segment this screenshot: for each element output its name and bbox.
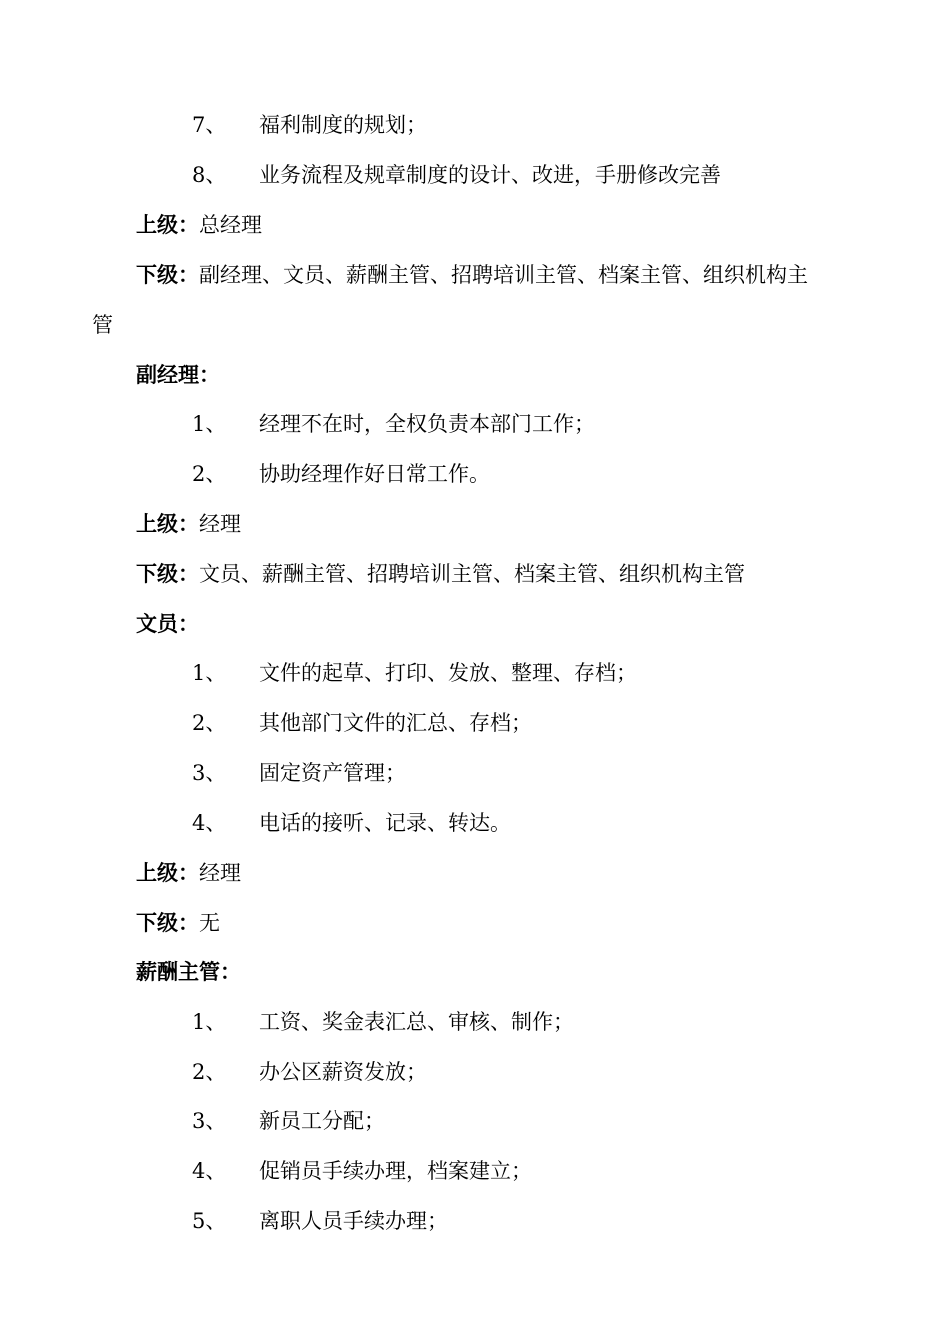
item-number: 7、 bbox=[192, 113, 227, 137]
item-number: 2、 bbox=[192, 711, 227, 735]
section-heading-deputy: 副经理： bbox=[136, 362, 220, 387]
item-text: 其他部门文件的汇总、存档； bbox=[259, 711, 532, 735]
superior-value: 经理 bbox=[199, 512, 241, 536]
superior-line bbox=[136, 860, 241, 886]
superior-value: 总经理 bbox=[199, 213, 262, 237]
superior-line bbox=[136, 511, 241, 537]
subordinate-value: 文员、薪酬主管、招聘培训主管、档案主管、组织机构主管 bbox=[199, 562, 745, 586]
item-number: 1、 bbox=[192, 412, 227, 436]
subordinate-line bbox=[136, 910, 220, 936]
item-number: 5、 bbox=[192, 1209, 227, 1233]
subordinate-line bbox=[136, 561, 745, 587]
item-text: 业务流程及规章制度的设计、改进，手册修改完善 bbox=[259, 163, 721, 187]
subordinate-label: 下级： bbox=[136, 262, 199, 287]
item-number: 3、 bbox=[192, 1109, 227, 1133]
superior-label: 上级： bbox=[136, 212, 199, 237]
item-text: 固定资产管理； bbox=[259, 761, 406, 785]
subordinate-continuation: 管 bbox=[92, 313, 113, 337]
item-number: 4、 bbox=[192, 1159, 227, 1183]
subordinate-value: 副经理、文员、薪酬主管、招聘培训主管、档案主管、组织机构主 bbox=[199, 263, 808, 287]
superior-value: 经理 bbox=[199, 861, 241, 885]
item-text: 促销员手续办理，档案建立； bbox=[259, 1159, 532, 1183]
section-heading-payroll: 薪酬主管： bbox=[136, 959, 241, 984]
item-text: 经理不在时，全权负责本部门工作； bbox=[259, 412, 595, 436]
superior-label: 上级： bbox=[136, 511, 199, 536]
item-text: 协助经理作好日常工作。 bbox=[259, 462, 490, 486]
item-text: 工资、奖金表汇总、审核、制作； bbox=[259, 1010, 574, 1034]
item-number: 3、 bbox=[192, 761, 227, 785]
subordinate-line bbox=[136, 262, 808, 288]
item-text: 电话的接听、记录、转达。 bbox=[259, 811, 511, 835]
superior-label: 上级： bbox=[136, 860, 199, 885]
item-number: 2、 bbox=[192, 1060, 227, 1084]
superior-line bbox=[136, 212, 262, 238]
subordinate-label: 下级： bbox=[136, 910, 199, 935]
item-text: 办公区薪资发放； bbox=[259, 1060, 427, 1084]
section-heading-clerk: 文员： bbox=[136, 611, 199, 636]
subordinate-label: 下级： bbox=[136, 561, 199, 586]
item-text: 文件的起草、打印、发放、整理、存档； bbox=[259, 661, 637, 685]
item-number: 4、 bbox=[192, 811, 227, 835]
item-number: 2、 bbox=[192, 462, 227, 486]
item-text: 离职人员手续办理； bbox=[259, 1209, 448, 1233]
item-number: 1、 bbox=[192, 661, 227, 685]
item-number: 1、 bbox=[192, 1010, 227, 1034]
item-number: 8、 bbox=[192, 163, 227, 187]
item-text: 福利制度的规划； bbox=[259, 113, 427, 137]
item-text: 新员工分配； bbox=[259, 1109, 385, 1133]
subordinate-value: 无 bbox=[199, 911, 220, 935]
